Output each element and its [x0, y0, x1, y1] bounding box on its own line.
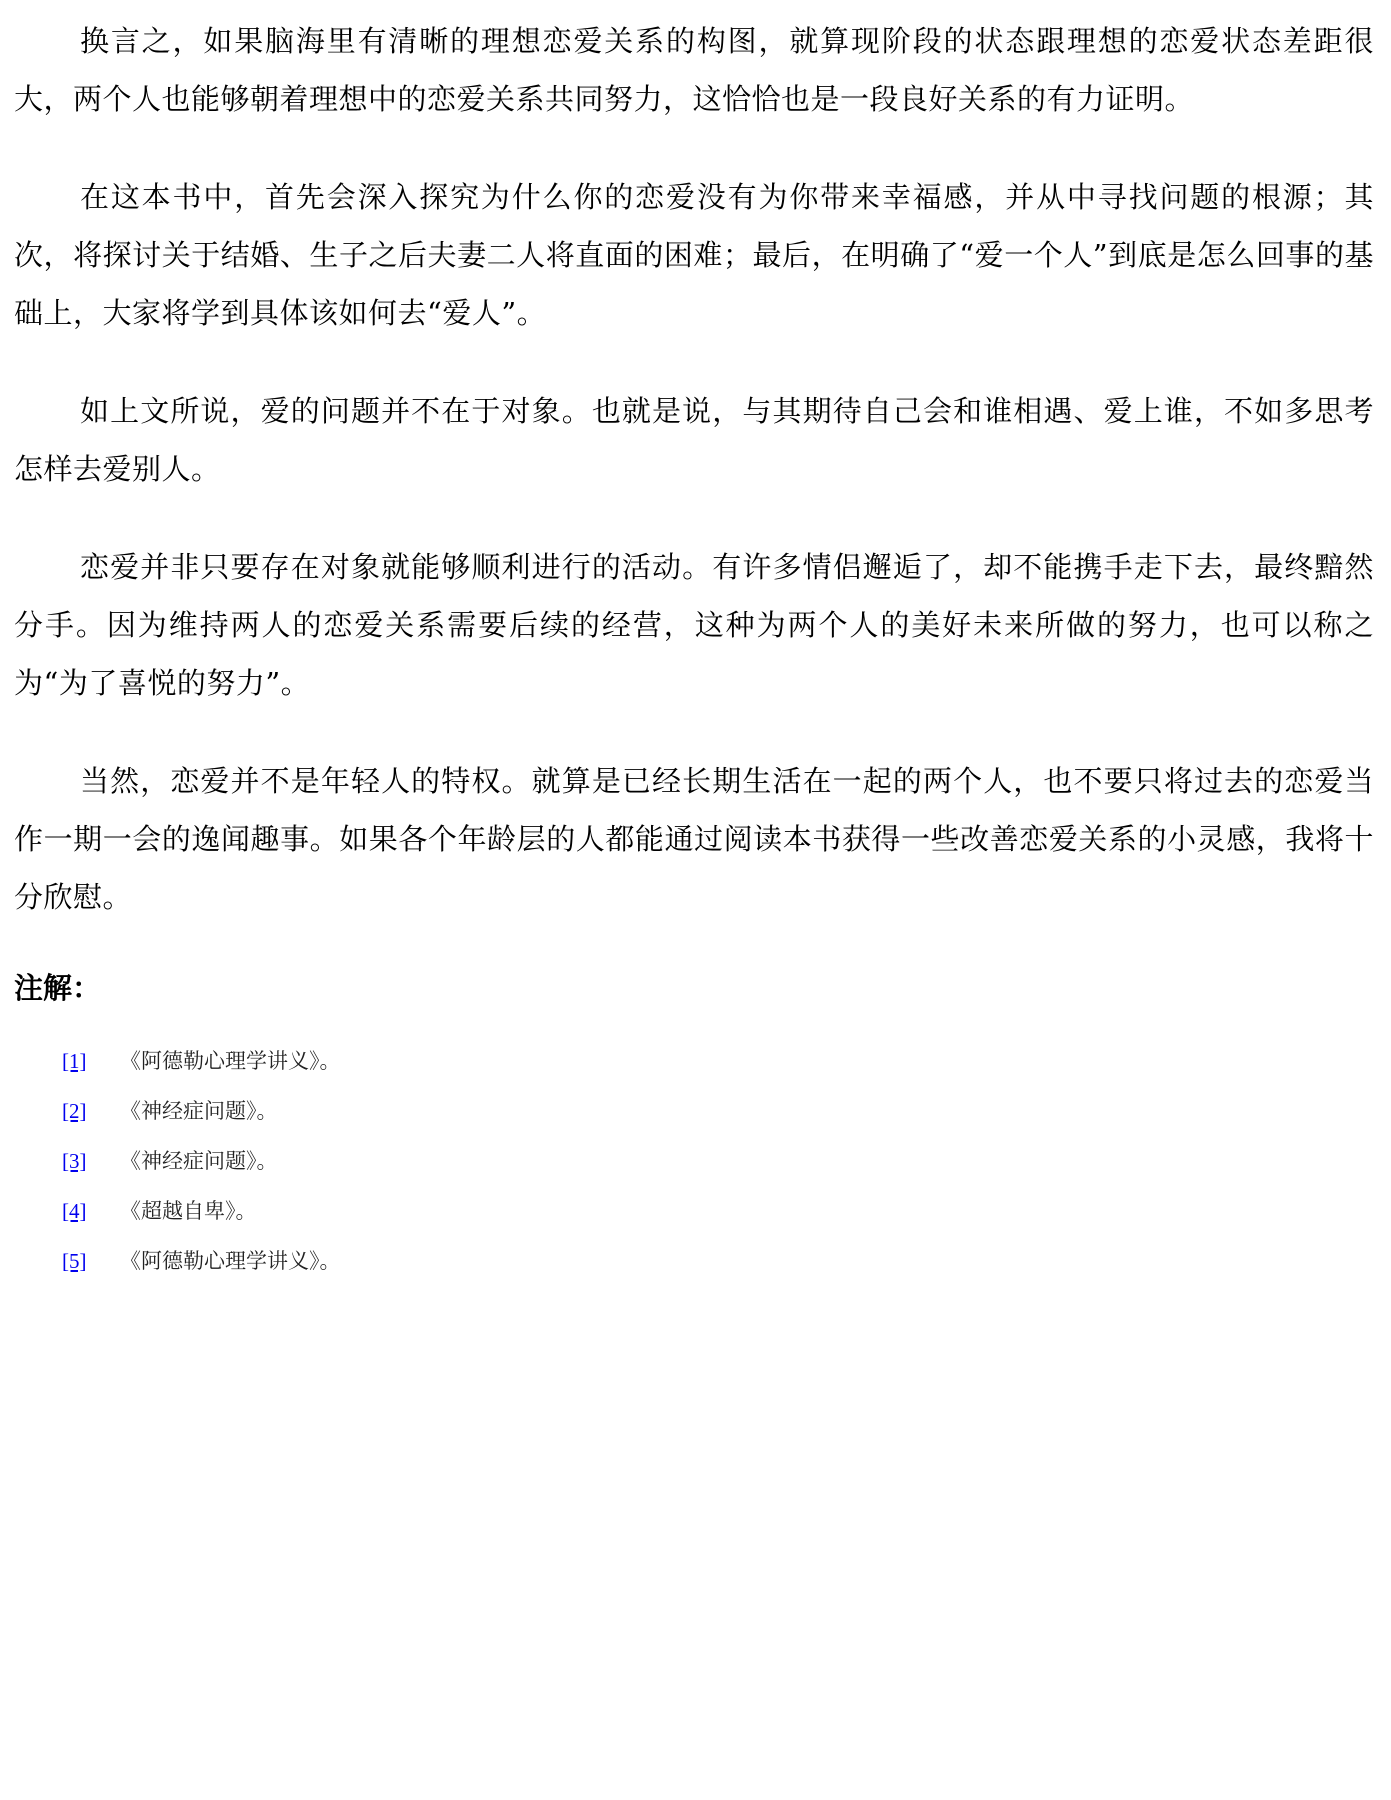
note-item [62, 1036, 1374, 1086]
note-item [62, 1236, 1374, 1286]
body-paragraph: 当然，恋爱并不是年轻人的特权。就算是已经长期生活在一起的两个人，也不要只将过去的恋爱当作一期一会的逸闻趣事。如果各个年龄层的人都能通过阅读本书获得一些改善恋爱关系的小灵感，我将十分欣慰。 [14, 764, 1374, 914]
note-text: 《神经症问题》。 [120, 1149, 278, 1173]
footnote-link-2[interactable]: [2] [62, 1099, 87, 1123]
body-paragraph: 如上文所说，爱的问题并不在于对象。也就是说，与其期待自己会和谁相遇、爱上谁，不如多思考怎样去爱别人。 [14, 394, 1374, 486]
notes-list [14, 1036, 1374, 1286]
note-item [62, 1086, 1374, 1136]
footnote-link-3[interactable]: [3] [62, 1149, 87, 1173]
note-text: 《阿德勒心理学讲义》。 [120, 1049, 341, 1073]
body-paragraph: 换言之，如果脑海里有清晰的理想恋爱关系的构图，就算现阶段的状态跟理想的恋爱状态差距很大，两个人也能够朝着理想中的恋爱关系共同努力，这恰恰也是一段良好关系的有力证明。 [14, 24, 1374, 116]
note-item [62, 1136, 1374, 1186]
note-text: 《阿德勒心理学讲义》。 [120, 1249, 341, 1273]
note-text: 《神经症问题》。 [120, 1099, 278, 1123]
footnote-link-4[interactable]: [4] [62, 1199, 87, 1223]
notes-heading: 注解： [14, 971, 102, 1005]
note-text: 《超越自卑》。 [120, 1199, 257, 1223]
note-item [62, 1186, 1374, 1236]
footnote-link-1[interactable]: [1] [62, 1049, 87, 1073]
body-paragraph: 在这本书中，首先会深入探究为什么你的恋爱没有为你带来幸福感，并从中寻找问题的根源；其次，将探讨关于结婚、生子之后夫妻二人将直面的困难；最后，在明确了“爱一个人”到底是怎么回事的基础上，大家将学到具体该如何去“爱人”。 [14, 180, 1374, 330]
footnote-link-5[interactable]: [5] [62, 1249, 87, 1273]
document-page [14, 12, 1374, 1286]
body-paragraph: 恋爱并非只要存在对象就能够顺利进行的活动。有许多情侣邂逅了，却不能携手走下去，最终黯然分手。因为维持两人的恋爱关系需要后续的经营，这种为两个人的美好未来所做的努力，也可以称之为“为了喜悦的努力”。 [14, 550, 1374, 700]
